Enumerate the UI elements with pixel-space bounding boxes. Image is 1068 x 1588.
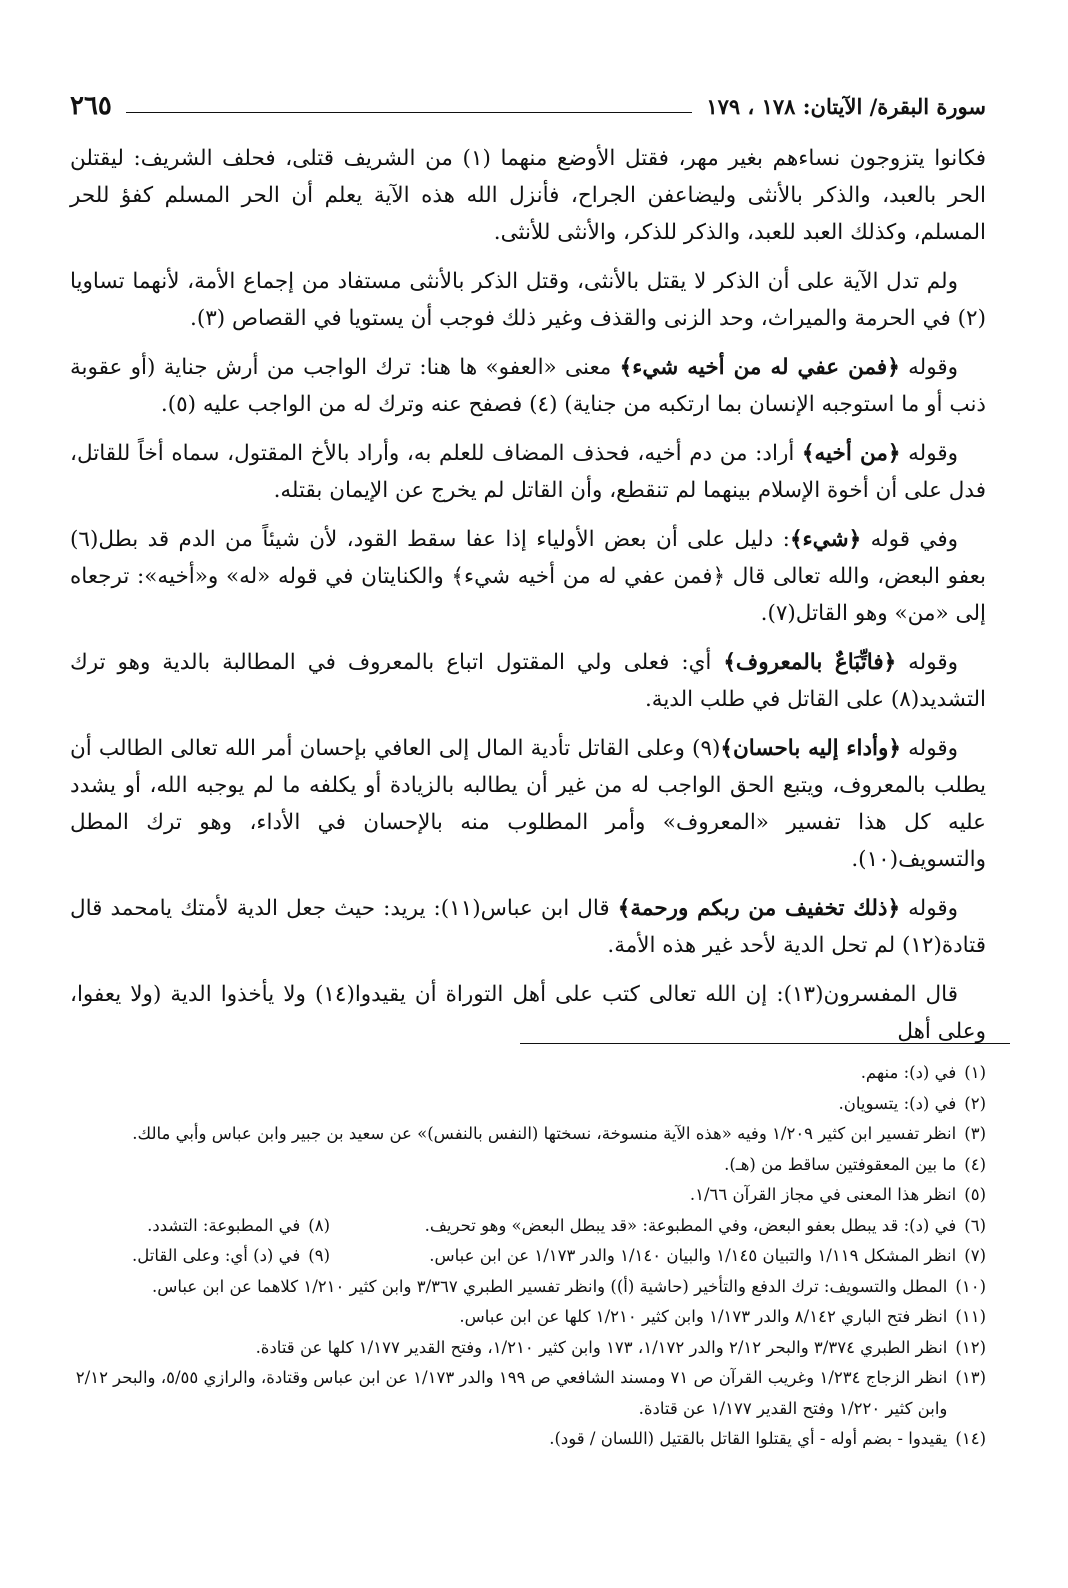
footnote (70, 1180, 986, 1211)
footnotes (70, 1058, 986, 1455)
footnote (70, 1211, 330, 1242)
footnote-number: (١٢) (955, 1337, 986, 1357)
paragraph-text: أراد: من دم أخيه، فحذف المضاف للعلم به، وأراد بالأخ المقتول، سماه أخاً للقاتل، فدل على أن أخوة الإسلام بينهما لم تنقطع، وأن القاتل لم يخرج عن الإيمان بقتله. (70, 441, 986, 503)
paragraph-lead: وقوله (908, 650, 959, 675)
footnote (330, 1211, 986, 1242)
footnote-text: انظر فتح الباري ٨/١٤٢ والدر ١/١٧٣ وابن كثير ١/٢١٠ كلها عن ابن عباس. (459, 1307, 948, 1326)
footnote-text: ما بين المعقوفتين ساقط من (هـ). (724, 1154, 957, 1174)
footnote (70, 1272, 986, 1303)
quran-quote: ﴿ذلك تخفيف من ربكم ورحمة﴾ (617, 896, 901, 921)
footnote-text: انظر الطبري ٣/٣٧٤ والبحر ٢/١٢ والدر ١/١٧٢، ١٧٣ وابن كثير ١/٢١٠، وفتح القدير ١/١٧٧ كلها عن قتادة. (255, 1337, 948, 1357)
paragraph-text: قال المفسرون(١٣): إن الله تعالى كتب على أهل التوراة أن يقيدوا(١٤) ولا يأخذوا الدية (ولا يعفوا، وعلى أهل (70, 982, 986, 1044)
quran-quote: ﴿وأداء إليه باحسان﴾ (720, 736, 902, 761)
footnote-number: (٢) (964, 1093, 986, 1113)
paragraph-text: معنى «العفو» ها هنا: ترك الواجب من أرش جناية (أو عقوبة ذنب أو ما استوجبه الإنسان بما ارتكبه من جناية) (٤) فصفح عنه وترك له من الواجب عليه (٥). (70, 355, 986, 417)
page-number: ٢٦٥ (70, 91, 112, 121)
footnote-number: (١٣) (955, 1368, 986, 1387)
paragraph-text: فكانوا يتزوجون نساءهم بغير مهر، فقتل الأوضع منهما (١) من الشريف قتلى، فحلف الشريف: ليقتلن الحر بالعبد، والذكر بالأنثى وليضاعفن الجراح، فأنزل الله هذه الآية يعلم أن الحر المسلم كفؤ للحر المسلم، وكذلك العبد للعبد، والذكر للذكر، والأنثى للأنثى. (70, 146, 986, 245)
quran-quote: ﴿فمن عفي له من أخيه شيء﴾ (619, 355, 900, 380)
footnote-number: (١١) (955, 1307, 986, 1326)
footnote-text: انظر المشكل ١/١١٩ والتبيان ١/١٤٥ والبيان ١/١٤٠ والدر ١/١٧٣ عن ابن عباس. (429, 1246, 957, 1265)
quran-quote: ﴿من أخيه﴾ (801, 441, 901, 466)
footnote-number: (١) (964, 1063, 986, 1082)
footnote-row (70, 1241, 986, 1272)
quran-quote: ﴿فاتِّبَاعٌ بالمعروف﴾ (723, 650, 897, 675)
footnote-text: يقيدوا - بضم أوله - أي يقتلوا القاتل بالقتيل (اللسان / قود). (549, 1429, 948, 1448)
main-text (70, 140, 986, 1062)
footnote (70, 1302, 986, 1333)
paragraph-lead: وقوله (908, 896, 959, 921)
footnote-text: انظر الزجاج ١/٢٣٤ وغريب القرآن ص ٧١ ومسند الشافعي ص ١٩٩ والدر ١/١٧٣ عن ابن عباس وقتادة، والرازي ٥/٥٥، والبحر ٢/١٢ وابن كثير ١/٢٢٠ وفتح القدير ١/١٧٧ عن قتادة. (75, 1368, 948, 1418)
paragraph-text: : دليل على أن بعض الأولياء إذا عفا سقط القود، لأن شيئاً من الدم قد بطل(٦) بعفو البعض، والله تعالى قال ﴿فمن عفي له من أخيه شيء﴾ والكنايتان في قوله «له» و«أخيه»: ترجعاه إلى «من» وهو القاتل(٧). (70, 527, 986, 626)
paragraph-text: قال ابن عباس(١١): يريد: حيث جعل الدية لأمتك يامحمد قال قتادة(١٢) لم تحل الدية لأحد غير هذه الأمة. (70, 896, 986, 958)
paragraph (70, 521, 986, 632)
paragraph-text: (٩) وعلى القاتل تأدية المال إلى العافي بإحسان أمر الله تعالى الطالب أن يطلب بالمعروف، ويتبع الحق الواجب له من غير أن يطالبه بالزيادة أو يكلفه ما لم يوجبه الله، أو يشدد عليه كل هذا تفسير «المعروف» وأمر المطلوب منه بالإحسان في الأداء، وهو ترك المطل والتسويف(١٠). (70, 736, 986, 872)
paragraph (70, 976, 986, 1050)
footnote-row (70, 1211, 986, 1242)
footnote (70, 1424, 986, 1455)
footnote-number: (١٠) (955, 1276, 986, 1296)
footnote-number: (٦) (964, 1215, 986, 1235)
footnote (70, 1089, 986, 1120)
footnote-separator (520, 1043, 1010, 1044)
footnote (330, 1241, 986, 1272)
running-header (70, 86, 986, 126)
footnote-text: المطل والتسويف: ترك الدفع والتأخير (حاشية (أ)) وانظر تفسير الطبري ٣/٣٦٧ وابن كثير ١/٢١٠ كلاهما عن ابن عباس. (152, 1276, 948, 1296)
footnote-number: (٧) (964, 1246, 986, 1265)
footnote (70, 1119, 986, 1150)
header-title: سورة البقرة/ الآيتان: ١٧٨ ، ١٧٩ (706, 93, 986, 119)
footnote-number: (٨) (308, 1215, 330, 1235)
paragraph (70, 435, 986, 509)
footnote-text: في المطبوعة: التشدد. (147, 1215, 301, 1235)
footnote-text: في (د) أي: وعلى القاتل. (132, 1246, 301, 1265)
paragraph (70, 349, 986, 423)
footnote-text: في (د): منهم. (860, 1063, 957, 1082)
paragraph-lead: وقوله (908, 355, 958, 380)
quran-quote: ﴿شيء﴾ (789, 527, 862, 552)
paragraph-lead: وقوله (908, 441, 958, 466)
footnote-text: انظر هذا المعنى في مجاز القرآن ١/٦٦. (689, 1185, 957, 1204)
footnote-number: (٣) (964, 1124, 986, 1143)
paragraph (70, 644, 986, 718)
paragraph-lead: وقوله (908, 736, 958, 761)
footnote (70, 1333, 986, 1364)
paragraph-text: ولم تدل الآية على أن الذكر لا يقتل بالأنثى، وقتل الذكر بالأنثى مستفاد من إجماع الأمة، لأنهما تساويا (٢) في الحرمة والميراث، وحد الزنى والقذف وغير ذلك فوجب أن يستويا في القصاص (٣). (70, 269, 986, 331)
footnote-number: (٩) (308, 1246, 330, 1265)
footnote-number: (١٤) (955, 1429, 986, 1448)
paragraph-lead: وفي قوله (870, 527, 958, 552)
header-rule (126, 112, 692, 113)
paragraph (70, 890, 986, 964)
footnote (70, 1150, 986, 1181)
footnote-number: (٥) (964, 1185, 986, 1204)
footnote (70, 1058, 986, 1089)
footnote (70, 1241, 330, 1272)
paragraph (70, 140, 986, 251)
footnote-text: انظر تفسير ابن كثير ١/٢٠٩ وفيه «هذه الآية منسوخة، نسختها (النفس بالنفس)» عن سعيد بن جبير وابن عباس وأبي مالك. (132, 1124, 957, 1143)
footnote-text: في (د): قد يبطل بعفو البعض، وفي المطبوعة: «قد يبطل البعض» وهو تحريف. (424, 1215, 957, 1235)
footnote-text: في (د): يتسويان. (838, 1093, 957, 1113)
paragraph-text: أي: فعلى ولي المقتول اتباع بالمعروف في المطالبة بالدية وهو ترك التشديد(٨) على القاتل في طلب الدية. (70, 650, 986, 712)
footnote (70, 1363, 986, 1424)
paragraph (70, 730, 986, 878)
paragraph (70, 263, 986, 337)
footnote-number: (٤) (964, 1154, 986, 1174)
